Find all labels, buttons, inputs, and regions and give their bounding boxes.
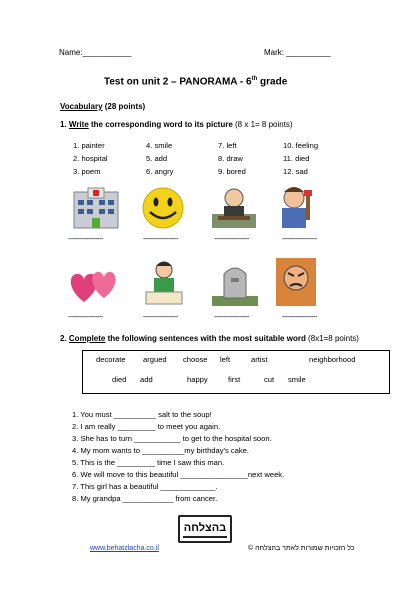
sentence-7[interactable]: 7. This girl has a beautiful _____________.	[72, 482, 218, 491]
logo-underline	[183, 536, 227, 538]
answer-blank-7[interactable]: -------------------	[214, 314, 249, 321]
bank-word: died	[112, 375, 127, 384]
painter-picture	[272, 184, 320, 230]
bank-word: argued	[143, 355, 167, 364]
answer-blank-3[interactable]: -------------------	[214, 236, 249, 243]
word-item-8: 8. draw	[218, 154, 243, 163]
word-item-11: 11. died	[283, 154, 310, 163]
boy-drawing-picture	[142, 258, 186, 308]
logo-text: בהצלחה	[183, 522, 227, 534]
answer-blank-6[interactable]: -------------------	[143, 314, 178, 321]
word-item-6: 6. angry	[146, 167, 174, 176]
hearts-picture	[66, 262, 122, 308]
bank-word: cut	[264, 375, 275, 384]
section1-instruction: 1. Write the corresponding word to its picture (8 x 1= 8 points)	[60, 120, 293, 129]
logo	[178, 515, 232, 543]
answer-blank-8[interactable]: -------------------	[282, 314, 317, 321]
bank-word: artist	[251, 355, 268, 364]
sentence-5[interactable]: 5. This is the _________ time I saw this man.	[72, 458, 225, 467]
bank-word: left	[220, 355, 231, 364]
website-link[interactable]: www.behatzlacha.co.il	[90, 545, 159, 552]
grave-picture	[212, 260, 258, 306]
bank-word: add	[140, 375, 153, 384]
word-item-10: 10. feeling	[283, 141, 319, 150]
name-field-label[interactable]: Name:___________	[59, 48, 132, 57]
section2-instruction: 2. Complete the following sentences with the most suitable word (8x1=8 points)	[60, 334, 359, 343]
word-item-4: 4. smile	[146, 141, 173, 150]
word-item-3: 3. poem	[73, 167, 101, 176]
sentence-4[interactable]: 4. My mom wants to __________my birthday's cake.	[72, 446, 250, 455]
answer-blank-1[interactable]: -------------------	[68, 236, 103, 243]
sentence-1[interactable]: 1. You must __________ salt to the soup!	[72, 410, 212, 419]
hospital-picture	[70, 186, 122, 230]
answer-blank-2[interactable]: -------------------	[143, 236, 178, 243]
bored-man-picture	[210, 184, 258, 230]
word-item-12: 12. sad	[283, 167, 308, 176]
copyright-text: כל הזכויות שמורות לאתר בהצלחה ©	[248, 545, 355, 552]
bank-word: choose	[183, 355, 208, 364]
answer-blank-5[interactable]: -------------------	[68, 314, 103, 321]
smiley-picture	[140, 186, 186, 230]
word-item-9: 9. bored	[218, 167, 246, 176]
sentence-8[interactable]: 8. My grandpa ____________ from cancer.	[72, 494, 218, 503]
bank-word: first	[228, 375, 241, 384]
answer-blank-4[interactable]: -------------------	[282, 236, 317, 243]
page-title: Test on unit 2 – PANORAMA - 6th grade	[104, 76, 288, 88]
word-item-1: 1. painter	[73, 141, 105, 150]
bank-word: decorate	[96, 355, 126, 364]
mark-field-label[interactable]: Mark: __________	[264, 48, 331, 57]
bank-word: smile	[288, 375, 306, 384]
angry-man-picture	[274, 256, 318, 308]
bank-word: happy	[187, 375, 208, 384]
sentence-2[interactable]: 2. I am really _________ to meet you again.	[72, 422, 221, 431]
sentence-3[interactable]: 3. She has to turn ___________ to get to the hospital soon.	[72, 434, 272, 443]
word-item-2: 2. hospital	[73, 154, 108, 163]
sentence-6[interactable]: 6. We will move to this beautiful ________________next week.	[72, 470, 285, 479]
word-item-5: 5. add	[146, 154, 168, 163]
word-item-7: 7. left	[218, 141, 237, 150]
vocabulary-heading: Vocabulary (28 points)	[60, 102, 146, 111]
bank-word: neighborhood	[309, 355, 356, 364]
